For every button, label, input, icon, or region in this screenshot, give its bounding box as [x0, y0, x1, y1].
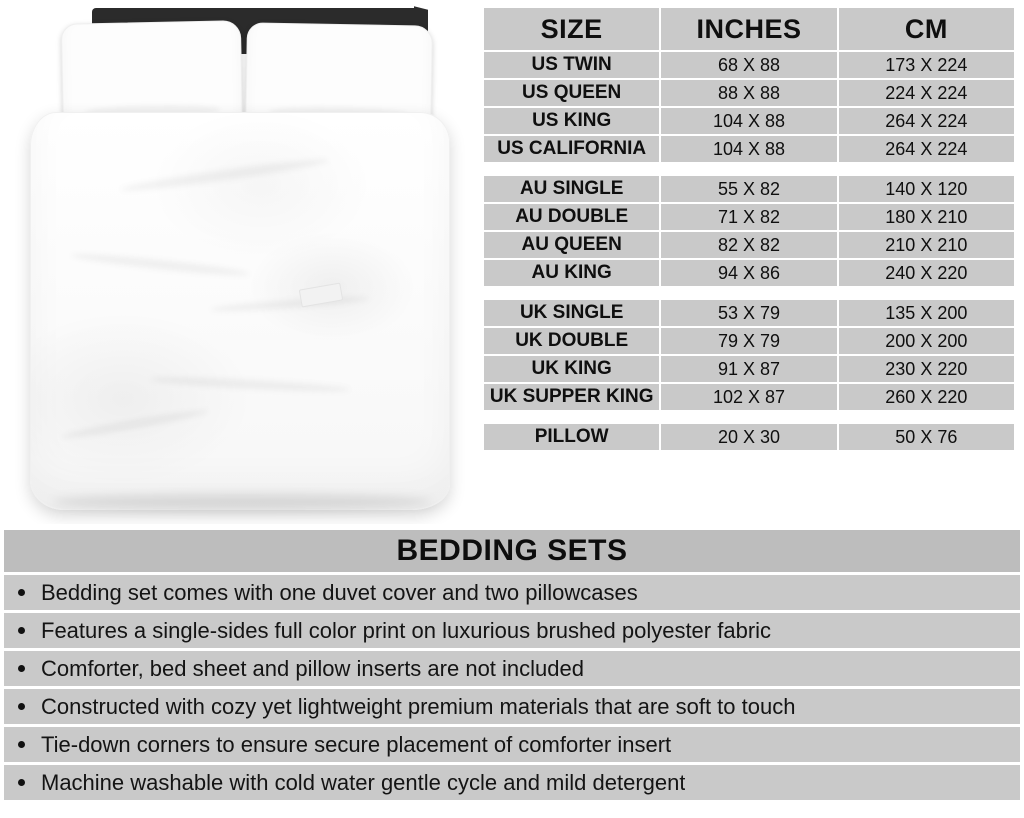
group-separator	[484, 288, 1014, 298]
bullet-icon	[18, 703, 25, 710]
row-size: UK SUPPER KING	[484, 384, 659, 410]
list-item-label: Constructed with cozy yet lightweight premium materials that are soft to touch	[41, 693, 796, 719]
table-row	[484, 260, 1014, 286]
row-cm: 140 X 120	[839, 176, 1014, 202]
list-item-label: Comforter, bed sheet and pillow inserts are not included	[41, 655, 584, 681]
row-size: UK KING	[484, 356, 659, 382]
row-cm: 200 X 200	[839, 328, 1014, 354]
bullet-icon	[18, 779, 25, 786]
row-cm: 260 X 220	[839, 384, 1014, 410]
row-cm: 224 X 224	[839, 80, 1014, 106]
table-row	[484, 204, 1014, 230]
row-cm: 240 X 220	[839, 260, 1014, 286]
table-row	[484, 300, 1014, 326]
table-row	[484, 384, 1014, 410]
row-cm: 50 X 76	[839, 424, 1014, 450]
table-row	[484, 328, 1014, 354]
size-table-head	[484, 8, 1014, 50]
header-cm: CM	[839, 8, 1014, 50]
row-inches: 71 X 82	[661, 204, 836, 230]
row-size: UK DOUBLE	[484, 328, 659, 354]
table-row	[484, 176, 1014, 202]
bullet-icon	[18, 665, 25, 672]
row-size: US CALIFORNIA	[484, 136, 659, 162]
list-item-label: Bedding set comes with one duvet cover and two pillowcases	[41, 579, 638, 605]
list-item	[4, 575, 1020, 610]
row-inches: 88 X 88	[661, 80, 836, 106]
table-row	[484, 80, 1014, 106]
row-inches: 55 X 82	[661, 176, 836, 202]
row-size: AU SINGLE	[484, 176, 659, 202]
table-row	[484, 232, 1014, 258]
list-item-label: Features a single-sides full color print on luxurious brushed polyester fabric	[41, 617, 772, 643]
row-inches: 53 X 79	[661, 300, 836, 326]
list-item	[4, 613, 1020, 648]
table-row	[484, 136, 1014, 162]
row-size: US QUEEN	[484, 80, 659, 106]
row-cm: 264 X 224	[839, 108, 1014, 134]
row-size: PILLOW	[484, 424, 659, 450]
row-inches: 20 X 30	[661, 424, 836, 450]
table-row	[484, 356, 1014, 382]
bedding-illustration	[0, 0, 482, 524]
row-inches: 79 X 79	[661, 328, 836, 354]
row-inches: 104 X 88	[661, 136, 836, 162]
row-inches: 94 X 86	[661, 260, 836, 286]
table-row	[484, 108, 1014, 134]
list-item-label: Machine washable with cold water gentle cycle and mild detergent	[41, 769, 686, 795]
row-cm: 180 X 210	[839, 204, 1014, 230]
bullet-icon	[18, 627, 25, 634]
row-inches: 91 X 87	[661, 356, 836, 382]
list-item	[4, 765, 1020, 800]
row-inches: 102 X 87	[661, 384, 836, 410]
bedding-sets-section	[0, 524, 1024, 818]
row-size: US KING	[484, 108, 659, 134]
size-table-pane	[482, 0, 1024, 524]
row-inches: 68 X 88	[661, 52, 836, 78]
row-cm: 264 X 224	[839, 136, 1014, 162]
size-table-body	[484, 52, 1014, 450]
list-item	[4, 689, 1020, 724]
table-row	[484, 52, 1014, 78]
list-item	[4, 651, 1020, 686]
row-size: AU DOUBLE	[484, 204, 659, 230]
row-size: AU KING	[484, 260, 659, 286]
row-size: AU QUEEN	[484, 232, 659, 258]
table-row	[484, 424, 1014, 450]
row-cm: 173 X 224	[839, 52, 1014, 78]
product-image-pane	[0, 0, 482, 524]
row-cm: 210 X 210	[839, 232, 1014, 258]
row-size: UK SINGLE	[484, 300, 659, 326]
bedding-sets-title: BEDDING SETS	[4, 530, 1020, 572]
table-header-row	[484, 8, 1014, 50]
row-cm: 135 X 200	[839, 300, 1014, 326]
header-size: SIZE	[484, 8, 659, 50]
size-table	[482, 6, 1016, 452]
row-size: US TWIN	[484, 52, 659, 78]
group-separator	[484, 412, 1014, 422]
drop-shadow	[52, 494, 432, 510]
row-inches: 82 X 82	[661, 232, 836, 258]
header-inches: INCHES	[661, 8, 836, 50]
row-cm: 230 X 220	[839, 356, 1014, 382]
bullet-icon	[18, 589, 25, 596]
list-item	[4, 727, 1020, 762]
row-inches: 104 X 88	[661, 108, 836, 134]
list-item-label: Tie-down corners to ensure secure placement of comforter insert	[41, 731, 672, 757]
group-separator	[484, 164, 1014, 174]
bullet-icon	[18, 741, 25, 748]
